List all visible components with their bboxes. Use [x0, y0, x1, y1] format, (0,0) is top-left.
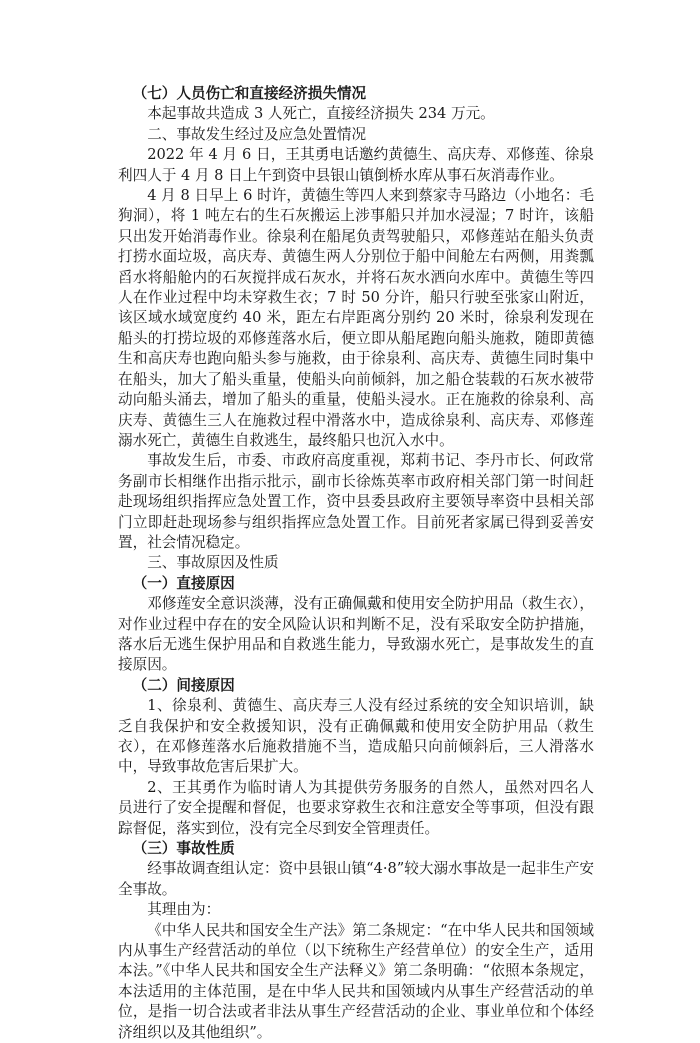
paragraph-nature-3: 《中华人民共和国安全生产法》第二条规定：“在中华人民共和国领域内从事生产经营活动的单位（以下统称生产经营单位）的安全生产，适用本法。”《中华人民共和国安全生产法释义》第二条明确：“依照本条规定，本法适用的主体范围，是在中华人民共和国领域内从事生产经营活动的单位，是指一切合法或者非法从事生产经营活动的企业、事业单位和个体经济组织以及其他组织”。 — [118, 921, 594, 1041]
paragraph-direct-cause: 邓修莲安全意识淡薄，没有正确佩戴和使用安全防护用品（救生衣），对作业过程中存在的安全风险认识和判断不足，没有采取安全防护措施，落水后无逃生保护用品和自救逃生能力，导致溺水死亡，是事故发生的直接原因。 — [118, 595, 594, 674]
paragraph-nature-2: 其理由为： — [147, 901, 221, 919]
paragraph-indirect-cause-2: 2、王其勇作为临时请人为其提供劳务服务的自然人，虽然对四名人员进行了安全提醒和督促，也要求穿救生衣和注意安全等事项，但没有跟踪督促，落实到位，没有完全尽到安全管理责任。 — [118, 778, 594, 837]
document-body — [118, 84, 594, 1043]
paragraph-process-2: 4 月 8 日早上 6 时许，黄德生等四人来到蔡家寺马路边（小地名：毛狗洞），将 1 吨左右的生石灰搬运上涉事船只并加水浸湿；7 时许，该船只出发开始消毒作业。徐泉利在船尾负责驾驶船只，邓修莲站在船头负责打捞水面垃圾，高庆寿、黄德生两人分别位于船中间舱左右两侧，用粪瓢舀水将船舱内的石灰搅拌成石灰水，并将石灰水洒向水库中。黄德生等四人在作业过程中均未穿救生衣；7 时 50 分许，船只行驶至张家山附近，该区域水域宽度约 40 米，距左右岸距离分别约 20 米时，徐泉利发现在船头的打捞垃圾的邓修莲落水后，便立即从船尾跑向船头施救，随即黄德生和高庆寿也跑向船头参与施救，由于徐泉利、高庆寿、黄德生同时集中在船头，加大了船头重量，使船头向前倾斜，加之船仓装载的石灰水被带动向船头涌去，增加了船头的重量，使船头浸水。正在施救的徐泉利、高庆寿、黄德生三人在施救过程中滑落水中，造成徐泉利、高庆寿、邓修莲溺水死亡，黄德生自救逃生，最终船只也沉入水中。 — [118, 187, 594, 449]
subheading-direct-cause: （一）直接原因 — [132, 574, 235, 592]
paragraph-process-1: 2022 年 4 月 6 日，王其勇电话邀约黄德生、高庆寿、邓修莲、徐泉利四人于 4 月 8 日上午到资中县银山镇倒桥水库从事石灰消毒作业。 — [118, 146, 594, 184]
section-heading-casualties: （七）人员伤亡和直接经济损失情况 — [132, 85, 367, 102]
subheading-nature: （三）事故性质 — [132, 840, 235, 858]
section-heading-causes: 三、事故原因及性质 — [147, 554, 279, 572]
paragraph-indirect-cause-1: 1、徐泉利、黄德生、高庆寿三人没有经过系统的安全知识培训，缺乏自我保护和安全救援知识，没有正确佩戴和使用安全防护用品（救生衣），在邓修莲落水后施救措施不当，造成船只向前倾斜后，三人滑落水中，导致事故危害后果扩大。 — [118, 697, 594, 776]
section-heading-process: 二、事故发生经过及应急处置情况 — [147, 125, 367, 143]
paragraph-process-3: 事故发生后，市委、市政府高度重视，郑莉书记、李丹市长、何政常务副市长相继作出指示批示，副市长徐炼英率市政府相关部门第一时间赶赴现场组织指挥应急处置工作，资中县委县政府主要领导率资中县相关部门立即赶赴现场参与组织指挥应急处置工作。目前死者家属已得到妥善安置，社会情况稳定。 — [118, 452, 594, 551]
subheading-indirect-cause: （二）间接原因 — [132, 676, 235, 694]
paragraph-casualties: 本起事故共造成 3 人死亡，直接经济损失 234 万元。 — [147, 105, 495, 123]
paragraph-nature-1: 经事故调查组认定：资中县银山镇“4·8”较大溺水事故是一起非生产安全事故。 — [118, 860, 594, 898]
